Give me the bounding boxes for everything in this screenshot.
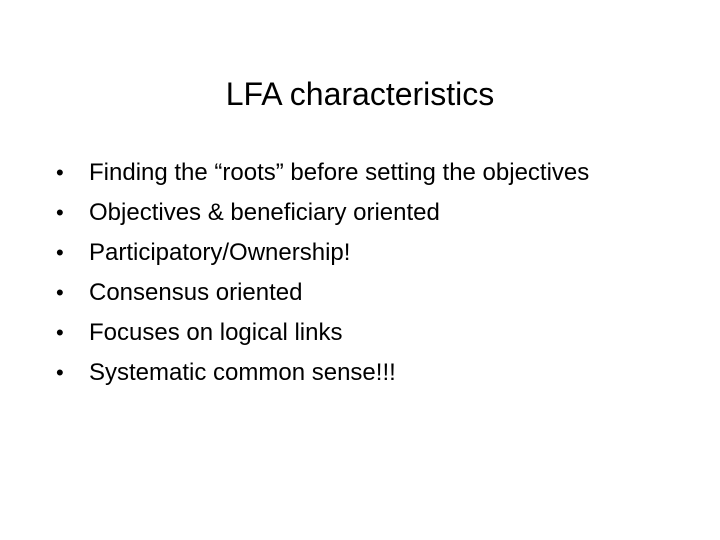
list-item (56, 153, 706, 193)
bullet-icon: • (56, 320, 64, 345)
bullet-list (56, 153, 706, 393)
list-item (56, 233, 706, 273)
list-item-text: Finding the “roots” before setting the objectives (89, 159, 590, 186)
bullet-icon: • (56, 280, 64, 305)
list-item (56, 353, 706, 393)
list-item (56, 193, 706, 233)
bullet-icon: • (56, 200, 64, 225)
list-item (56, 313, 706, 353)
bullet-icon: • (56, 160, 64, 185)
list-item-text: Systematic common sense!!! (89, 359, 396, 386)
list-item-text: Objectives & beneficiary oriented (89, 199, 440, 226)
list-item-text: Consensus oriented (89, 279, 303, 306)
list-item-text: Focuses on logical links (89, 319, 343, 346)
slide-title: LFA characteristics (225, 76, 495, 112)
list-item (56, 273, 706, 313)
bullet-icon: • (56, 360, 64, 385)
list-item-text: Participatory/Ownership! (89, 239, 351, 266)
bullet-icon: • (56, 240, 64, 265)
